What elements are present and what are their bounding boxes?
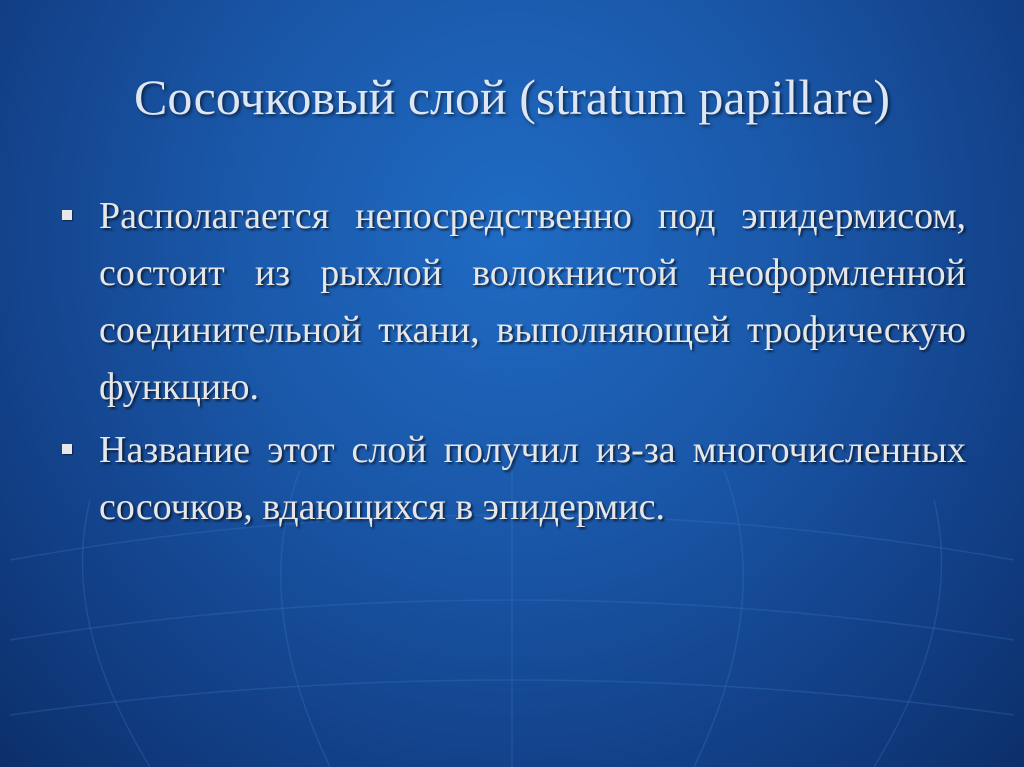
square-bullet-icon [62,444,72,454]
bullet-text: Название этот слой получил из-за многочисленных сосочков, вдающихся в эпидермис. [99,429,966,528]
bullet-item [60,422,966,536]
bullet-item [60,188,966,416]
bullet-list [60,188,966,542]
slide-title: Сосочковый слой (stratum papillare) [134,69,890,125]
bullet-text: Располагается непосредственно под эпидермисом, состоит из рыхлой волокнистой неоформленной соединительной ткани, выполняющей трофическую функцию. [99,195,966,408]
square-bullet-icon [62,210,72,220]
